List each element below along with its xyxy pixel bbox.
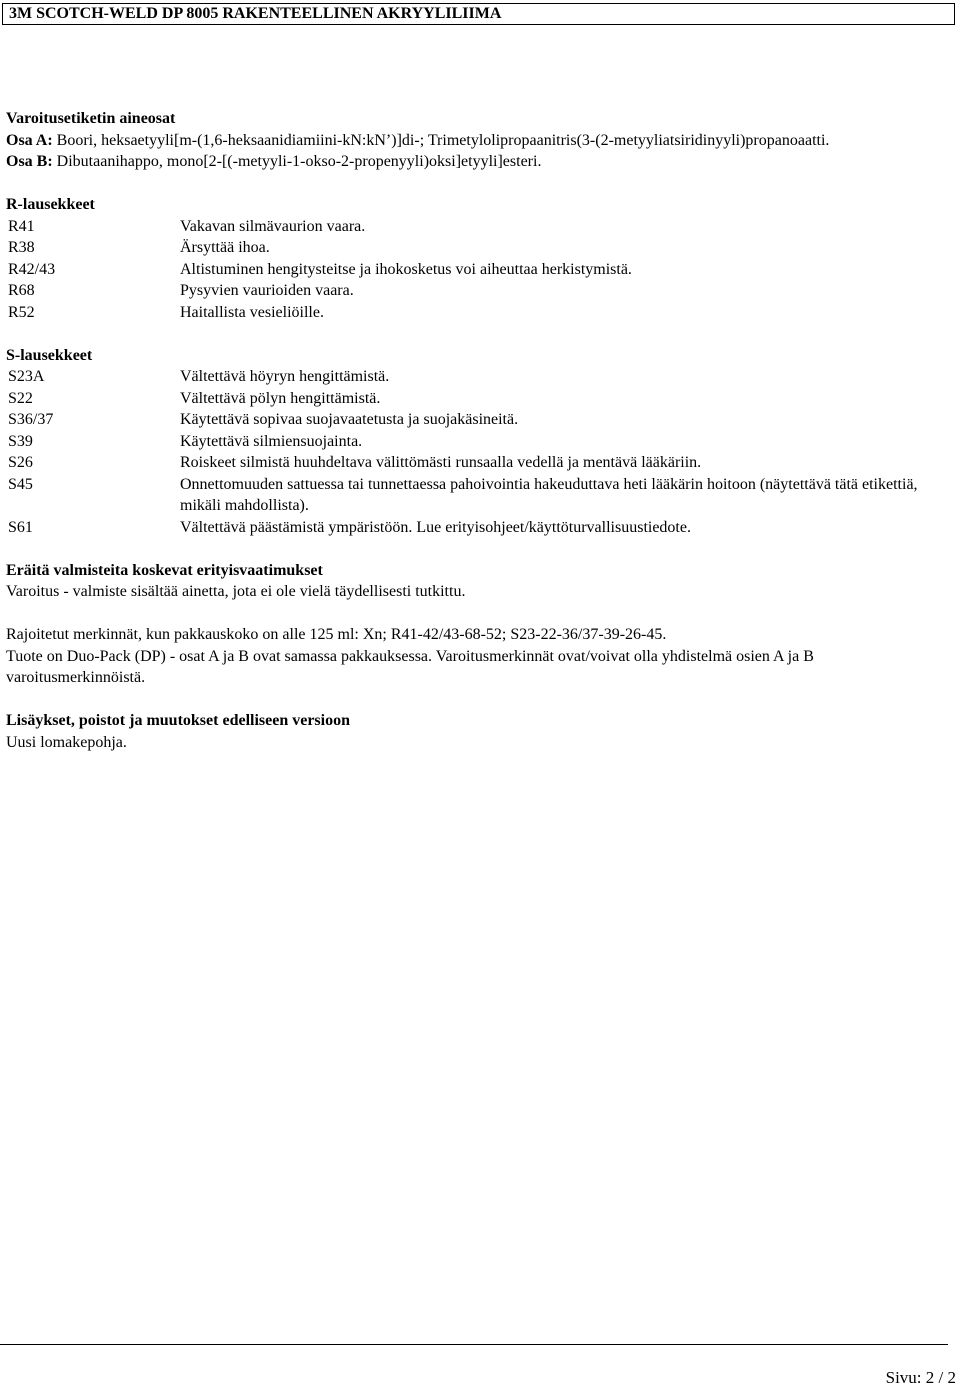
- r-phrase-text: Ärsyttää ihoa.: [180, 239, 270, 256]
- r-phrase-code: R42/43: [8, 260, 56, 278]
- s-phrases-section: [6, 345, 951, 539]
- r-phrase-row: [6, 302, 951, 324]
- s-phrases-list: [6, 366, 951, 538]
- r-phrase-text: Vakavan silmävaurion vaara.: [180, 217, 366, 235]
- s-phrase-row: [6, 452, 951, 474]
- r-phrases-list: [6, 216, 951, 324]
- s-phrase-text: Käytettävä sopivaa suojavaatetusta ja suojakäsineitä.: [180, 411, 519, 428]
- s-phrase-row: [6, 431, 951, 453]
- s-phrase-row: [6, 366, 951, 388]
- page-number: Sivu: 2 / 2: [885, 1368, 956, 1387]
- r-phrase-text: Pysyvien vaurioiden vaara.: [180, 282, 354, 299]
- notes-section: [6, 624, 951, 689]
- r-phrase-row: [6, 237, 951, 259]
- s-phrase-code: S22: [8, 389, 33, 407]
- part-b-label: Osa B:: [6, 153, 53, 170]
- part-a-paragraph: [6, 130, 951, 152]
- s-phrase-text: Käytettävä silmiensuojainta.: [180, 432, 363, 450]
- s-phrase-code: S26: [8, 454, 33, 471]
- special-requirements-text: Varoitus - valmiste sisältää ainetta, jota ei ole vielä täydellisesti tutkittu.: [6, 583, 466, 600]
- r-phrase-row: [6, 280, 951, 302]
- label-ingredients-heading: Varoitusetiketin aineosat: [6, 110, 176, 127]
- s-phrase-code: S23A: [8, 368, 45, 385]
- r-phrase-code: R68: [8, 282, 35, 299]
- s-phrases-heading: S-lausekkeet: [6, 346, 93, 364]
- s-phrase-code: S39: [8, 432, 33, 450]
- s-phrase-code: S61: [8, 518, 33, 536]
- r-phrase-text: Altistuminen hengitysteitse ja ihokosketus voi aiheuttaa herkistymistä.: [180, 260, 632, 278]
- r-phrase-code: R52: [8, 303, 35, 321]
- r-phrase-row: [6, 216, 951, 238]
- s-phrase-row: [6, 517, 951, 539]
- r-phrases-heading: R-lausekkeet: [6, 196, 95, 213]
- document-body: [6, 108, 951, 753]
- r-phrase-text: Haitallista vesieliöille.: [180, 303, 324, 321]
- label-ingredients-section: [6, 108, 951, 173]
- s-phrase-row: [6, 474, 951, 517]
- revisions-heading: Lisäykset, poistot ja muutokset edelliseen versioon: [6, 712, 350, 729]
- duo-pack-note: Tuote on Duo-Pack (DP) - osat A ja B ovat samassa pakkauksessa. Varoitusmerkinnät ovat/voivat olla yhdistelmä osien A ja B varoitusmerkinnöistä.: [6, 647, 814, 686]
- r-phrases-section: [6, 194, 951, 323]
- part-a-text: Boori, heksaetyyli[m-(1,6-heksaanidiamiini-kN:kN’)]di-; Trimetylolipropaanitris(3-(2-metyyliatsiridinyyli)propanoaatti.: [52, 131, 830, 149]
- s-phrase-text: Vältettävä höyryn hengittämistä.: [180, 368, 390, 385]
- s-phrase-code: S45: [8, 475, 33, 493]
- revisions-section: [6, 710, 951, 753]
- special-requirements-heading: Eräitä valmisteita koskevat erityisvaatimukset: [6, 561, 323, 579]
- s-phrase-code: S36/37: [8, 411, 54, 428]
- r-phrase-row: [6, 259, 951, 281]
- part-b-text: Dibutaanihappo, mono[2-[(-metyyli-1-okso-2-propenyyli)oksi]etyyli]esteri.: [52, 153, 542, 170]
- s-phrase-row: [6, 388, 951, 410]
- part-b-paragraph: [6, 151, 951, 173]
- revisions-text: Uusi lomakepohja.: [6, 733, 127, 751]
- r-phrase-code: R38: [8, 239, 35, 256]
- r-phrase-code: R41: [8, 217, 35, 235]
- s-phrase-text: Onnettomuuden sattuessa tai tunnettaessa pahoivointia hakeuduttava heti lääkärin hoitoon (näytettävä tätä etikettiä, mikäli mahdollista).: [180, 475, 918, 514]
- document-header: [2, 3, 955, 25]
- special-requirements-section: [6, 560, 951, 603]
- s-phrase-text: Roiskeet silmistä huuhdeltava välittömästi runsaalla vedellä ja mentävä lääkäriin.: [180, 454, 702, 471]
- footer-divider: [0, 1344, 948, 1345]
- document-title: 3M SCOTCH-WELD DP 8005 RAKENTEELLINEN AKRYYLILIIMA: [9, 5, 502, 22]
- s-phrase-row: [6, 409, 951, 431]
- s-phrase-text: Vältettävä pölyn hengittämistä.: [180, 389, 381, 407]
- part-a-label: Osa A:: [6, 131, 53, 149]
- restricted-labelling-note: Rajoitetut merkinnät, kun pakkauskoko on alle 125 ml: Xn; R41-42/43-68-52; S23-22-36/37-39-26-45.: [6, 626, 667, 643]
- s-phrase-text: Vältettävä päästämistä ympäristöön. Lue erityisohjeet/käyttöturvallisuustiedote.: [180, 518, 691, 536]
